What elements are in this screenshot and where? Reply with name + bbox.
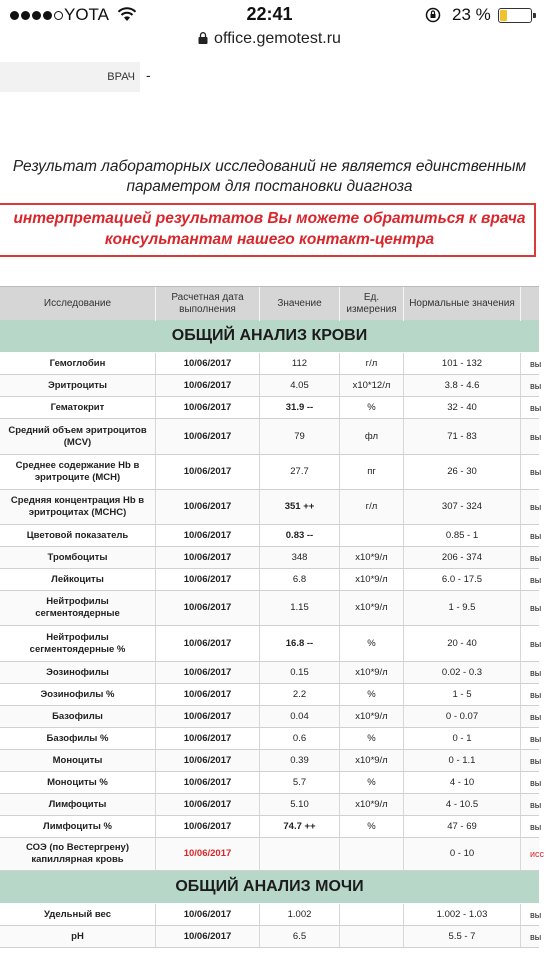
doctor-row — [0, 62, 539, 92]
cell-norm: 3.8 - 4.6 — [404, 375, 521, 396]
cell-date: 10/06/2017 — [156, 353, 260, 374]
cell-date: 10/06/2017 — [156, 419, 260, 454]
table-row — [0, 772, 542, 794]
cell-date: 10/06/2017 — [156, 904, 260, 925]
cell-extra: вы — [530, 574, 542, 585]
table-body — [0, 320, 545, 948]
section-header: ОБЩИЙ АНАЛИЗ КРОВИ — [0, 320, 539, 353]
table-row — [0, 591, 542, 626]
table-header — [0, 286, 539, 320]
cell-extra: вы — [530, 638, 542, 649]
cell-norm: 6.0 - 17.5 — [404, 569, 521, 590]
cell-date: 10/06/2017 — [156, 490, 260, 524]
status-bar — [0, 0, 539, 32]
cell-test-name: СОЭ (по Вестергрену) капиллярная кровь — [0, 838, 156, 870]
url-text: office.gemotest.ru — [214, 30, 341, 47]
cell-test-name: Среднее содержание Hb в эритроците (MCH) — [0, 455, 156, 489]
table-row — [0, 490, 542, 525]
cell-date: 10/06/2017 — [156, 591, 260, 625]
cell-extra: вы — [530, 603, 542, 613]
cell-unit: x10*9/л — [340, 794, 404, 815]
disclaimer-line-1: Результат лабораторных исследований не является единственным — [12, 158, 527, 175]
doctor-label: ВРАЧ — [107, 71, 135, 83]
cell-date: 10/06/2017 — [156, 816, 260, 837]
disclaimer-line-2: параметром для постановки диагноза — [126, 178, 413, 195]
cell-date: 10/06/2017 — [156, 706, 260, 727]
cell-date: 10/06/2017 — [156, 838, 260, 870]
cell-value: 1.15 — [260, 591, 340, 625]
consultation-notice-line-1: интерпретацией результатов Вы можете обратиться к врача — [13, 210, 526, 227]
cell-value: 79 — [260, 419, 340, 454]
cell-value: 6.8 — [260, 569, 340, 590]
table-row — [0, 684, 542, 706]
cell-value: 112 — [260, 353, 340, 374]
cell-value: 4.05 — [260, 375, 340, 396]
table-row — [0, 728, 542, 750]
cell-value: 31.9 -- — [260, 397, 340, 418]
section-header: ОБЩИЙ АНАЛИЗ МОЧИ — [0, 871, 539, 904]
cell-norm: 0 - 10 — [404, 838, 521, 870]
cell-norm: 206 - 374 — [404, 547, 521, 568]
cell-date: 10/06/2017 — [156, 772, 260, 793]
address-bar[interactable] — [0, 30, 539, 52]
carrier-name: YOTA — [64, 5, 110, 24]
cell-extra: вы — [530, 777, 542, 788]
cell-test-name: pH — [0, 926, 156, 947]
header-extra — [521, 287, 551, 321]
cell-norm: 0.85 - 1 — [404, 525, 521, 546]
cell-unit: % — [340, 397, 404, 418]
cell-extra: вы — [530, 431, 542, 442]
table-row — [0, 397, 542, 419]
lock-icon — [198, 32, 208, 44]
cell-test-name: Средняя концентрация Hb в эритроцитах (MCHC) — [0, 490, 156, 524]
cell-test-name: Цветовой показатель — [0, 525, 156, 546]
section-rows — [0, 904, 542, 948]
table-row — [0, 794, 542, 816]
cell-extra: вы — [530, 799, 542, 810]
cell-extra: вы — [530, 552, 542, 563]
header-name: Исследование — [0, 287, 156, 321]
cell-value: 0.6 — [260, 728, 340, 749]
cell-unit: г/л — [340, 490, 404, 524]
header-norm: Нормальные значения — [404, 287, 521, 321]
consultation-notice-line-2: консультантам нашего контакт-центра — [104, 231, 435, 248]
cell-date: 10/06/2017 — [156, 397, 260, 418]
table-row — [0, 926, 542, 948]
cell-value: 0.04 — [260, 706, 340, 727]
cell-value: 2.2 — [260, 684, 340, 705]
table-row — [0, 353, 542, 375]
cell-norm: 4 - 10.5 — [404, 794, 521, 815]
cell-value — [260, 838, 340, 870]
cell-date: 10/06/2017 — [156, 662, 260, 683]
cell-test-name: Эритроциты — [0, 375, 156, 396]
table-row — [0, 569, 542, 591]
cell-extra: вы — [530, 711, 542, 722]
cell-unit — [340, 838, 404, 870]
table-row — [0, 816, 542, 838]
cell-norm: 1 - 9.5 — [404, 591, 521, 625]
header-unit: Ед. измерения — [340, 287, 404, 321]
cell-value: 74.7 ++ — [260, 816, 340, 837]
cell-norm: 307 - 324 — [404, 490, 521, 524]
cell-unit: г/л — [340, 353, 404, 374]
cell-test-name: Лимфоциты — [0, 794, 156, 815]
cell-test-name: Лейкоциты — [0, 569, 156, 590]
cell-unit: % — [340, 684, 404, 705]
cell-unit — [340, 926, 404, 947]
cell-unit: x10*9/л — [340, 750, 404, 771]
cell-unit — [340, 904, 404, 925]
cell-test-name: Базофилы % — [0, 728, 156, 749]
cell-unit: x10*12/л — [340, 375, 404, 396]
cell-unit — [340, 525, 404, 546]
cell-norm: 0 - 1 — [404, 728, 521, 749]
cell-extra: вы — [530, 467, 542, 477]
cell-date: 10/06/2017 — [156, 626, 260, 661]
cell-value: 0.83 -- — [260, 525, 340, 546]
cell-extra: вы — [530, 502, 542, 512]
cell-extra: вы — [530, 931, 542, 942]
cell-extra: вы — [530, 821, 542, 832]
cell-unit: % — [340, 728, 404, 749]
cell-extra: исс — [530, 849, 545, 859]
section-rows — [0, 353, 545, 871]
cell-date: 10/06/2017 — [156, 525, 260, 546]
cell-norm: 5.5 - 7 — [404, 926, 521, 947]
cell-date: 10/06/2017 — [156, 455, 260, 489]
table-row — [0, 547, 542, 569]
table-row — [0, 525, 542, 547]
cell-norm: 26 - 30 — [404, 455, 521, 489]
rotation-lock-icon — [425, 7, 441, 23]
cell-unit: x10*9/л — [340, 662, 404, 683]
cell-unit: пг — [340, 455, 404, 489]
cell-unit: % — [340, 772, 404, 793]
cell-value: 1.002 — [260, 904, 340, 925]
cell-extra: вы — [530, 755, 542, 766]
cell-extra: вы — [530, 733, 542, 744]
cell-value: 0.39 — [260, 750, 340, 771]
cell-norm: 101 - 132 — [404, 353, 521, 374]
cell-test-name: Эозинофилы % — [0, 684, 156, 705]
cell-value: 6.5 — [260, 926, 340, 947]
battery-percent: 23 % — [452, 5, 491, 24]
cell-date: 10/06/2017 — [156, 750, 260, 771]
cell-norm: 1.002 - 1.03 — [404, 904, 521, 925]
doctor-value: - — [140, 62, 539, 92]
cell-norm: 0 - 1.1 — [404, 750, 521, 771]
cell-norm: 47 - 69 — [404, 816, 521, 837]
cell-test-name: Нейтрофилы сегментоядерные — [0, 591, 156, 625]
cell-extra: вы — [530, 667, 542, 678]
cell-test-name: Моноциты — [0, 750, 156, 771]
results-table — [0, 286, 545, 948]
cell-norm: 32 - 40 — [404, 397, 521, 418]
cell-value: 351 ++ — [260, 490, 340, 524]
cell-norm: 0 - 0.07 — [404, 706, 521, 727]
cell-value: 5.7 — [260, 772, 340, 793]
cell-test-name: Тромбоциты — [0, 547, 156, 568]
header-value: Значение — [260, 287, 340, 321]
battery-cap — [533, 13, 536, 18]
table-row — [0, 626, 542, 662]
cell-unit: фл — [340, 419, 404, 454]
cell-test-name: Базофилы — [0, 706, 156, 727]
cell-extra: вы — [530, 402, 542, 413]
cell-date: 10/06/2017 — [156, 569, 260, 590]
table-row — [0, 662, 542, 684]
cell-extra: вы — [530, 530, 542, 541]
battery-level-fill — [500, 10, 507, 21]
cell-date: 10/06/2017 — [156, 375, 260, 396]
cell-date: 10/06/2017 — [156, 547, 260, 568]
cell-extra: вы — [530, 689, 542, 700]
cell-test-name: Нейтрофилы сегментоядерные % — [0, 626, 156, 661]
cell-extra: вы — [530, 358, 542, 369]
cell-extra: вы — [530, 380, 542, 391]
cell-norm: 1 - 5 — [404, 684, 521, 705]
cell-test-name: Лимфоциты % — [0, 816, 156, 837]
battery-icon — [498, 8, 532, 23]
table-row — [0, 838, 545, 871]
table-row — [0, 419, 542, 455]
cell-test-name: Средний объем эритроцитов (MCV) — [0, 419, 156, 454]
cell-norm: 20 - 40 — [404, 626, 521, 661]
cell-unit: % — [340, 626, 404, 661]
cell-date: 10/06/2017 — [156, 794, 260, 815]
cell-extra: вы — [530, 909, 542, 920]
header-date: Расчетная дата выполнения — [156, 287, 260, 321]
cell-unit: x10*9/л — [340, 569, 404, 590]
cell-unit: % — [340, 816, 404, 837]
cell-test-name: Эозинофилы — [0, 662, 156, 683]
cell-value: 5.10 — [260, 794, 340, 815]
table-row — [0, 455, 542, 490]
cell-norm: 0.02 - 0.3 — [404, 662, 521, 683]
cell-date: 10/06/2017 — [156, 926, 260, 947]
table-row — [0, 375, 542, 397]
cell-value: 348 — [260, 547, 340, 568]
cell-test-name: Удельный вес — [0, 904, 156, 925]
table-row — [0, 706, 542, 728]
cell-unit: x10*9/л — [340, 591, 404, 625]
cell-test-name: Гемоглобин — [0, 353, 156, 374]
clock: 22:41 — [246, 4, 293, 24]
cell-test-name: Моноциты % — [0, 772, 156, 793]
cell-unit: x10*9/л — [340, 706, 404, 727]
cell-norm: 4 - 10 — [404, 772, 521, 793]
cell-value: 27.7 — [260, 455, 340, 489]
cell-unit: x10*9/л — [340, 547, 404, 568]
cell-date: 10/06/2017 — [156, 684, 260, 705]
cell-test-name: Гематокрит — [0, 397, 156, 418]
table-row — [0, 750, 542, 772]
cell-value: 16.8 -- — [260, 626, 340, 661]
cell-norm: 71 - 83 — [404, 419, 521, 454]
cell-value: 0.15 — [260, 662, 340, 683]
cell-date: 10/06/2017 — [156, 728, 260, 749]
table-row — [0, 904, 542, 926]
